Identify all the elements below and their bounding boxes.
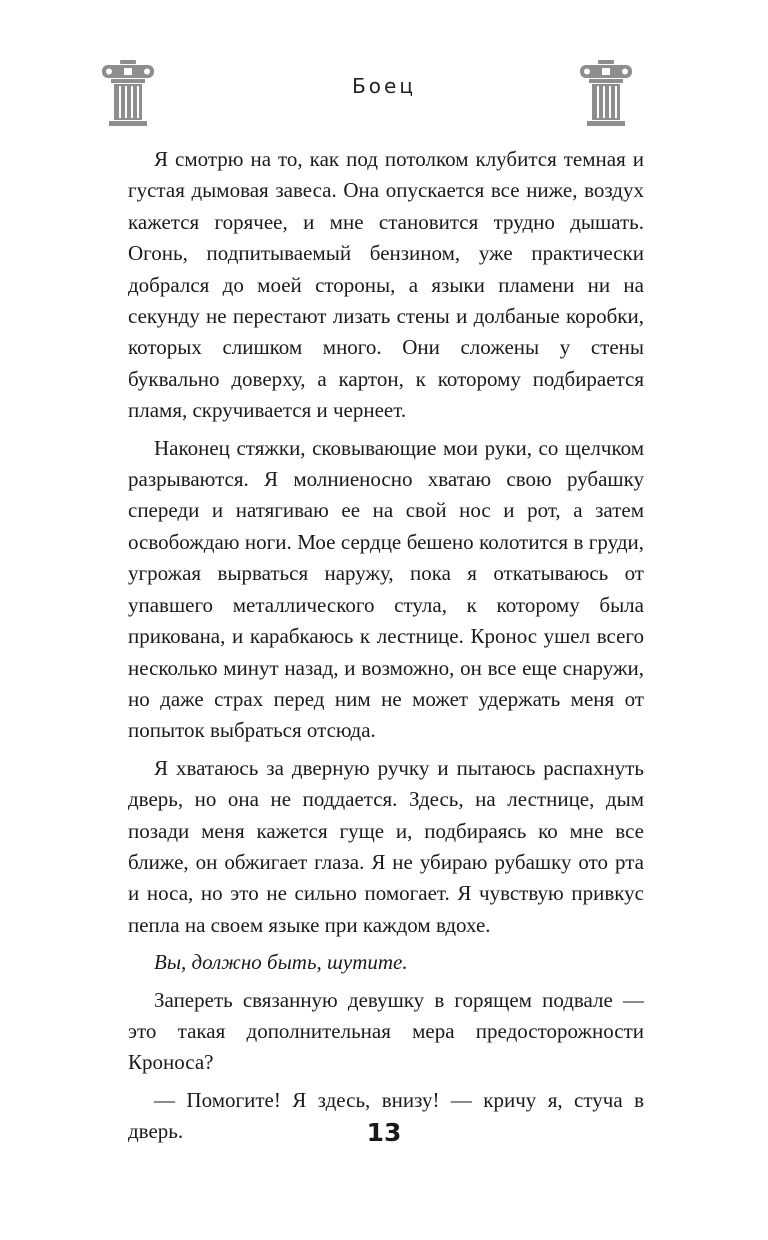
page-number: 13 <box>366 1118 402 1147</box>
dialogue-paragraph: — Помогите! Я здесь, внизу! — кричу я, стуча в дверь. <box>128 1087 644 1144</box>
paragraph: Я хватаюсь за дверную ручку и пытаюсь распахнуть дверь, но она не поддается. Здесь, на лестнице, дым позади меня кажется гуще и, подбираясь ко мне все ближе, он обжигает глаза. Я не убираю рубашку ото рта и носа, но это не сильно помогает. Я чувствую привкус пепла на своем языке при каждом вдохе. <box>128 755 644 937</box>
italic-thought: Вы, должно быть, шутите. <box>154 950 408 975</box>
paragraph: Я смотрю на то, как под потолком клубится темная и густая дымовая завеса. Она опускается все ниже, воздух кажется горячее, и мне становится трудно дышать. Огонь, подпитываемый бензином, уже практически добрался до моей стороны, а языки пламени ни на секунду не перестают лизать стены и долбаные коробки, которых слишком много. Они сложены у стены буквально доверху, а картон, к которому подбирается пламя, скручивается и чернеет. <box>128 147 644 423</box>
running-head: Боец <box>352 74 416 98</box>
paragraph: Наконец стяжки, сковывающие мои руки, со щелчком разрываются. Я молниеносно хватаю свою рубашку спереди и натягиваю ее на свой нос и рот, а затем освобождаю ноги. Мое сердце бешено колотится в груди, угрожая вырваться наружу, пока я откатываюсь от упавшего металлического стула, к которому была прикована, и карабкаюсь к лестнице. Кронос ушел всего несколько минут назад, и возможно, он все еще снаружи, но даже страх перед ним не может удержать меня от попыток выбраться отсюда. <box>128 435 644 743</box>
body-text <box>128 144 644 1154</box>
ionic-column-icon <box>576 60 636 128</box>
paragraph: Запереть связанную девушку в горящем подвале — это такая дополнительная мера предосторожности Кроноса? <box>128 987 644 1075</box>
